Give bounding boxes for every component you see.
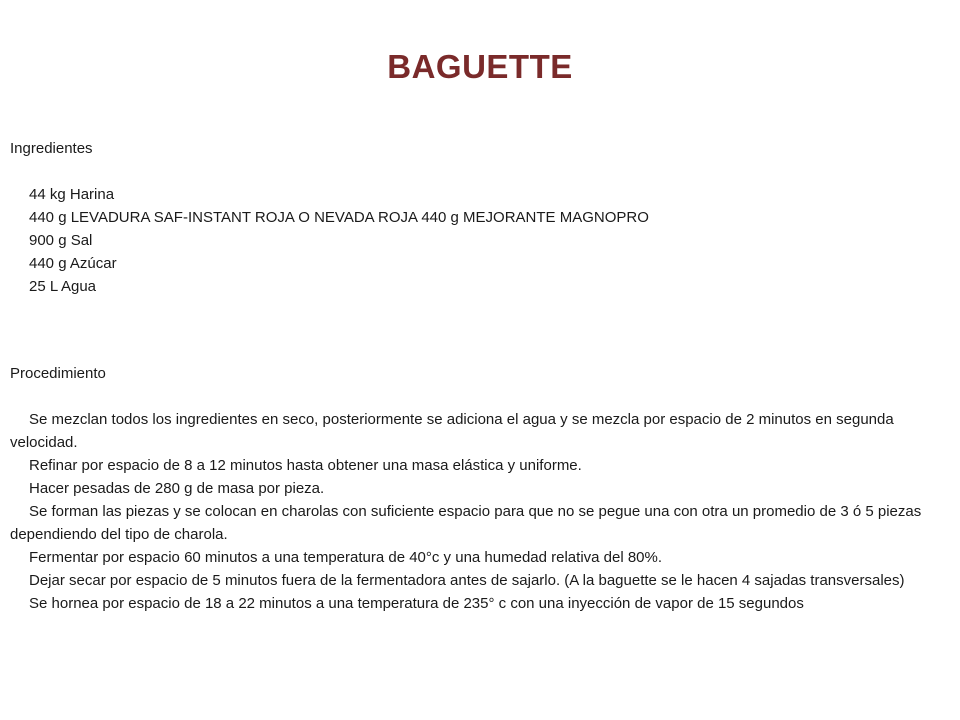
procedure-step: Se mezclan todos los ingredientes en seco, posteriormente se adiciona el agua y se mezcla por espacio de 2 minutos en segunda velocidad. (10, 411, 894, 451)
procedure-step: Fermentar por espacio 60 minutos a una temperatura de 40°c y una humedad relativa del 80%. (29, 549, 663, 566)
procedure-step: Hacer pesadas de 280 g de masa por pieza. (29, 480, 325, 497)
ingredient-item: 44 kg Harina (29, 186, 115, 203)
ingredient-item: 25 L Agua (29, 278, 97, 295)
procedure-heading: Procedimiento (10, 365, 106, 382)
ingredients-heading: Ingredientes (10, 140, 93, 157)
page-title: BAGUETTE (387, 48, 573, 85)
ingredients-list (10, 183, 945, 298)
procedure-step: Dejar secar por espacio de 5 minutos fuera de la fermentadora antes de sajarlo. (A la baguette se le hacen 4 sajadas transversales) (29, 572, 905, 589)
procedure-step: Se forman las piezas y se colocan en charolas con suficiente espacio para que no se pegue una con otra un promedio de 3 ó 5 piezas dependiendo del tipo de charola. (10, 503, 922, 543)
ingredients-section (10, 137, 945, 298)
ingredient-item: 440 g LEVADURA SAF-INSTANT ROJA O NEVADA ROJA 440 g MEJORANTE MAGNOPRO (29, 209, 649, 226)
procedure-step: Refinar por espacio de 8 a 12 minutos hasta obtener una masa elástica y uniforme. (29, 457, 582, 474)
ingredient-item: 900 g Sal (29, 232, 93, 249)
ingredient-item: 440 g Azúcar (29, 255, 117, 272)
procedure-section (10, 362, 945, 615)
procedure-step: Se hornea por espacio de 18 a 22 minutos a una temperatura de 235° c con una inyección de vapor de 15 segundos (29, 595, 804, 612)
